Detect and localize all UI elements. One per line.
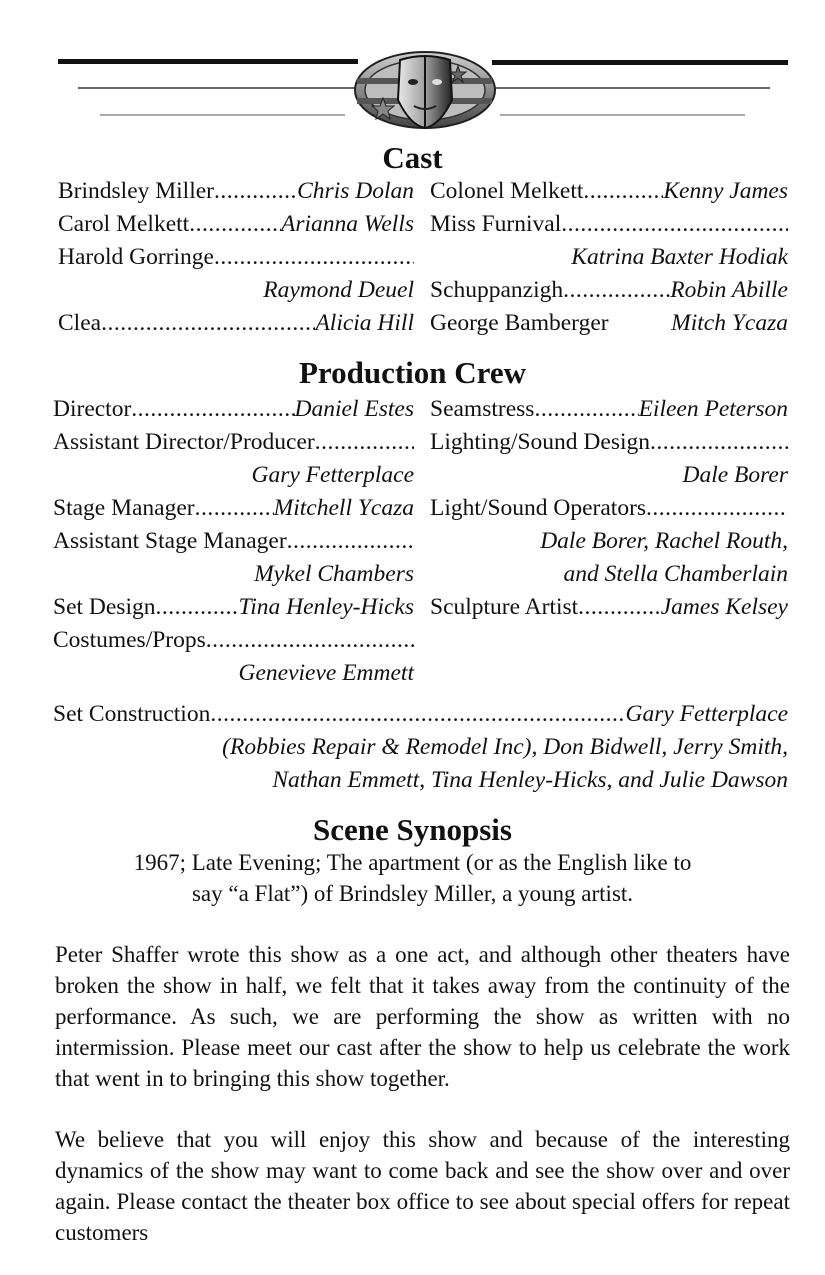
crew-role: Stage Manager [53,495,195,521]
crew-role: Set Design [53,594,156,620]
crew-entry [430,591,788,624]
crew-entry-continued [53,459,414,492]
cast-entry [430,307,788,340]
set-construction-continued: (Robbies Repair & Remodel Inc), Don Bidwell, Jerry Smith, [222,734,788,760]
crew-name: Dale Borer, Rachel Routh, [540,528,788,554]
crew-entry [53,492,414,525]
crew-entry [53,624,414,657]
scene-synopsis-heading: Scene Synopsis [313,812,512,847]
role-name: Clea [58,310,102,336]
actor-name: Arianna Wells [281,211,414,237]
cast-entry-continued [430,241,788,274]
role-name: Harold Gorringe [58,244,214,270]
crew-name: and Stella Chamberlain [563,561,788,587]
cast-heading: Cast [382,140,443,175]
cast-entry [430,208,788,241]
role-name: Miss Furnival [430,211,562,237]
note-paragraph: Peter Shaffer wrote this show as a one act, and although other theaters have broken the show in half, we felt that it takes away from the continuity of the performance. As such, we are performing the show as written with no intermission. Please meet our cast after the show to help us celebrate the work that went in to bringing this show together. [55,942,790,1091]
crew-name: Gary Fetterplace [625,701,788,727]
role-name: Colonel Melkett [430,178,584,204]
actor-name: Chris Dolan [297,178,414,204]
crew-entry-continued [430,558,788,591]
crew-name: Tina Henley-Hicks [238,594,414,620]
role-name: Schuppanzigh [430,277,564,303]
actor-name: Alicia Hill [315,310,414,336]
synopsis-line: 1967; Late Evening; The apartment (or as the English like to [133,850,692,875]
crew-entry [53,591,414,624]
crew-role: Assistant Director/Producer [53,429,315,455]
crew-name: James Kelsey [660,594,788,620]
crew-name: Genevieve Emmett [238,660,414,686]
cast-left-column [58,175,414,340]
crew-entry-continued [53,558,414,591]
cast-entry [58,175,414,208]
actor-name: Robin Abille [670,277,788,303]
set-construction [53,698,788,797]
crew-entry-continued [53,657,414,690]
cast-entry [430,175,788,208]
header-ornament [0,0,825,140]
crew-role: Costumes/Props [53,627,206,653]
crew-name: Dale Borer [682,462,788,488]
crew-entry [53,426,414,459]
synopsis-line: say “a Flat”) of Brindsley Miller, a young artist. [191,881,634,906]
crew-name: Eileen Peterson [638,396,788,422]
note-paragraph: We believe that you will enjoy this show and because of the interesting dynamics of the show may want to come back and see the show over and over again. Please contact the theater box office to see about special offers for repeat customers [55,1127,790,1245]
crew-entry-continued [430,525,788,558]
cast-entry [430,274,788,307]
role-name: George Bamberger [430,310,609,336]
cast-entry-continued [58,274,414,307]
crew-role: Light/Sound Operators [430,495,647,521]
crew-entry-continued [430,459,788,492]
crew-name: Mykel Chambers [254,561,414,587]
cast-entry [58,241,414,274]
theater-mask-emblem [0,0,825,140]
role-name: Brindsley Miller [58,178,214,204]
role-name: Carol Melkett [58,211,190,237]
production-crew-heading: Production Crew [298,355,527,390]
crew-role: Lighting/Sound Design [430,429,650,455]
cast-right-column [430,175,788,340]
crew-entry [430,492,788,525]
crew-role: Set Construction [53,701,211,727]
cast-entry [58,307,414,340]
crew-entry [430,426,788,459]
crew-name: Mitchell Ycaza [273,495,414,521]
actor-name: Katrina Baxter Hodiak [571,244,788,270]
cast-entry [58,208,414,241]
crew-right-column [430,393,788,624]
crew-role: Assistant Stage Manager [53,528,287,554]
crew-entry [430,393,788,426]
crew-role: Director [53,396,132,422]
synopsis-text [0,847,825,909]
crew-name: Gary Fetterplace [251,462,414,488]
set-construction-continued: Nathan Emmett, Tina Henley-Hicks, and Julie Dawson [272,767,788,793]
crew-name: Daniel Estes [294,396,414,422]
actor-name: Mitch Ycaza [671,310,788,336]
crew-entry [53,525,414,558]
crew-entry [53,393,414,426]
crew-role: Seamstress [430,396,535,422]
actor-name: Raymond Deuel [263,277,414,303]
actor-name: Kenny James [663,178,788,204]
crew-role: Sculpture Artist [430,594,579,620]
crew-entry [53,698,788,731]
crew-left-column [53,393,414,690]
